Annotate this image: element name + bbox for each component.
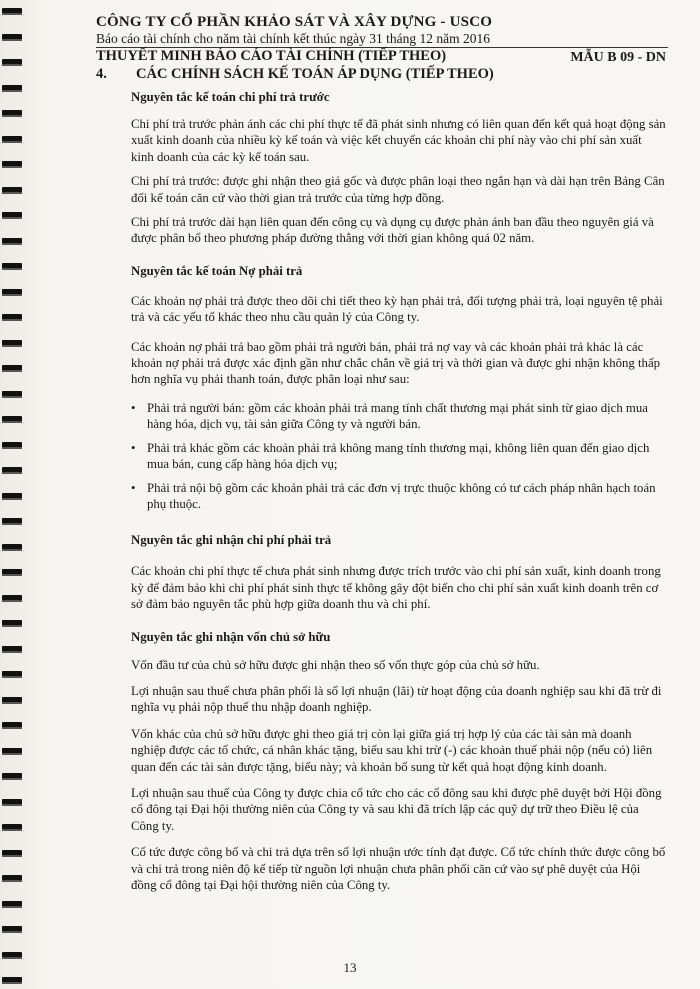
page-number: 13 xyxy=(343,960,357,975)
accrued-paragraph-1: Các khoản chi phí thực tế chưa phát sinh nhưng được trích trước vào chi phí sản xuất, kinh doanh trong kỳ để đảm bảo khi chi phí phát sinh thực tế không gây đột biến cho chi phí sản xuất kinh doanh trên cơ sở đảm bảo nguyên tắc phù hợp giữa doanh thu và chi phí. xyxy=(131,564,661,612)
equity-paragraph-5: Cổ tức được công bố và chi trả dựa trên số lợi nhuận ước tính đạt được. Cổ tức chính thức được công bố và chi trả trong niên độ kế tiếp từ nguồn lợi nhuận chưa phân phối căn cứ vào sự phê duyệt của Hội đồng cổ đông tại Đại hội thường niên của Công ty. xyxy=(131,845,666,892)
section-title-bar xyxy=(96,48,668,65)
binding-coil xyxy=(2,595,22,602)
binding-coil xyxy=(2,136,22,143)
section-number: 4. xyxy=(96,66,107,82)
form-code: MẪU B 09 - DN xyxy=(570,50,666,65)
binding-coil xyxy=(2,722,22,729)
company-name: CÔNG TY CỔ PHẦN KHẢO SÁT VÀ XÂY DỰNG - USCO xyxy=(96,14,493,30)
prepaid-paragraph-3: Chi phí trả trước dài hạn liên quan đến công cụ và dụng cụ được phản ánh ban đầu theo nguyên giá và được phân bổ theo phương pháp đường thẳng với thời gian không quá 02 năm. xyxy=(131,215,654,246)
binding-coil xyxy=(2,544,22,551)
binding-coil xyxy=(2,314,22,321)
list-item: • Phải trả người bán: gồm các khoản phải trả mang tính chất thương mại phát sinh từ giao dịch mua hàng hóa, dịch vụ, tài sản giữa Công ty và người bán. xyxy=(147,400,667,433)
binding-coil xyxy=(2,799,22,806)
payables-heading: Nguyên tắc kế toán Nợ phải trả xyxy=(131,263,303,278)
binding-coil xyxy=(2,773,22,780)
prepaid-heading: Nguyên tắc kế toán chi phí trả trước xyxy=(131,90,330,104)
binding-coil xyxy=(2,34,22,41)
equity-paragraph-1: Vốn đầu tư của chủ sở hữu được ghi nhận theo số vốn thực góp của chủ sở hữu. xyxy=(131,657,540,672)
binding-coil xyxy=(2,365,22,372)
binding-coil xyxy=(2,8,22,15)
payables-paragraph-2: Các khoản nợ phải trả bao gồm phải trả người bán, phải trả nợ vay và các khoản phải trả khác là các khoản nợ phải trả được xác định gần như chắc chắn về giá trị và thời gian và được ghi nhận không thấp hơn nghĩa vụ phải thanh toán, được phân loại như sau: xyxy=(131,339,661,387)
prepaid-paragraph-1: Chi phí trả trước phản ánh các chi phí thực tế đã phát sinh nhưng có liên quan đến kết quả hoạt động sản xuất kinh doanh của nhiều kỳ kế toán và việc kết chuyển các khoản chi phí này vào chi phí sản xuất kinh doanh của các kỳ kế toán sau. xyxy=(131,117,666,164)
section-title: CÁC CHÍNH SÁCH KẾ TOÁN ÁP DỤNG (TIẾP THEO) xyxy=(136,66,494,82)
accrued-heading: Nguyên tắc ghi nhận chi phí phải trả xyxy=(131,533,332,548)
binding-coil xyxy=(2,238,22,245)
notes-title: THUYẾT MINH BÁO CÁO TÀI CHÍNH (TIẾP THEO) xyxy=(96,48,447,64)
section-heading xyxy=(96,66,494,83)
binding-coil xyxy=(2,926,22,933)
binding-coil xyxy=(2,952,22,959)
binding-coil xyxy=(2,187,22,194)
binding-coil xyxy=(2,442,22,449)
binding-coil xyxy=(2,697,22,704)
binding-coil xyxy=(2,391,22,398)
document-body xyxy=(131,84,667,893)
list-item: • Phải trả khác gồm các khoản phải trả không mang tính thương mại, không liên quan đến giao dịch mua bán, cung cấp hàng hóa dịch vụ; xyxy=(147,440,667,473)
binding-coil xyxy=(2,85,22,92)
binding-coil xyxy=(2,977,22,984)
equity-paragraph-2: Lợi nhuận sau thuế chưa phân phối là số lợi nhuận (lãi) từ hoạt động của doanh nghiệp sau khi đã trừ đi nghĩa vụ phải nộp thuế thu nhập doanh nghiệp. xyxy=(131,683,662,715)
binding-coil xyxy=(2,569,22,576)
binding-coil xyxy=(2,59,22,66)
payables-list xyxy=(131,400,667,512)
binding-coil xyxy=(2,850,22,857)
binding-coil xyxy=(2,467,22,474)
equity-heading: Nguyên tắc ghi nhận vốn chủ sở hữu xyxy=(131,629,331,644)
binding-coil xyxy=(2,901,22,908)
equity-paragraph-4: Lợi nhuận sau thuế của Công ty được chia cổ tức cho các cổ đông sau khi được phê duyệt bởi Hội đồng cổ đông tại Đại hội thường niên của Công ty và sau khi đã trích lập các quỹ dự trữ theo Điều lệ của Công ty. xyxy=(131,785,662,833)
binding-coil xyxy=(2,161,22,168)
equity-paragraph-3: Vốn khác của chủ sở hữu được ghi theo giá trị còn lại giữa giá trị hợp lý của các tài sản mà doanh nghiệp được các tổ chức, cá nhân khác tặng, biếu sau khi trừ (-) các khoản thuế phải nộp (nếu có) liên quan đến các tài sản được tặng, biếu này; và khoản bổ sung từ kết quả hoạt động kinh doanh. xyxy=(131,726,653,774)
binding-coil xyxy=(2,212,22,219)
binding-coil xyxy=(2,824,22,831)
binding-coil xyxy=(2,671,22,678)
binding-coil xyxy=(2,110,22,117)
binding-coil xyxy=(2,340,22,347)
binding-coil xyxy=(2,416,22,423)
binding-coil xyxy=(2,748,22,755)
prepaid-paragraph-2: Chi phí trả trước: được ghi nhận theo giá gốc và được phân loại theo ngắn hạn và dài hạn trên Bảng Cân đối kế toán căn cứ vào thời gian trả trước của từng hợp đồng. xyxy=(131,174,665,205)
report-subtitle: Báo cáo tài chính cho năm tài chính kết thúc ngày 31 tháng 12 năm 2016 xyxy=(96,31,491,46)
binding-coil xyxy=(2,646,22,653)
list-item: • Phải trả nội bộ gồm các khoản phải trả các đơn vị trực thuộc không có tư cách pháp nhân hạch toán phụ thuộc. xyxy=(147,480,667,513)
spiral-binding xyxy=(2,8,24,983)
binding-coil xyxy=(2,518,22,525)
payables-paragraph-1: Các khoản nợ phải trả được theo dõi chi tiết theo kỳ hạn phải trả, đối tượng phải trả, loại nguyên tệ phải trả và các yếu tố khác theo nhu cầu quản lý của Công ty. xyxy=(131,293,663,325)
binding-coil xyxy=(2,875,22,882)
binding-coil xyxy=(2,289,22,296)
binding-coil xyxy=(2,263,22,270)
binding-coil xyxy=(2,493,22,500)
binding-coil xyxy=(2,620,22,627)
